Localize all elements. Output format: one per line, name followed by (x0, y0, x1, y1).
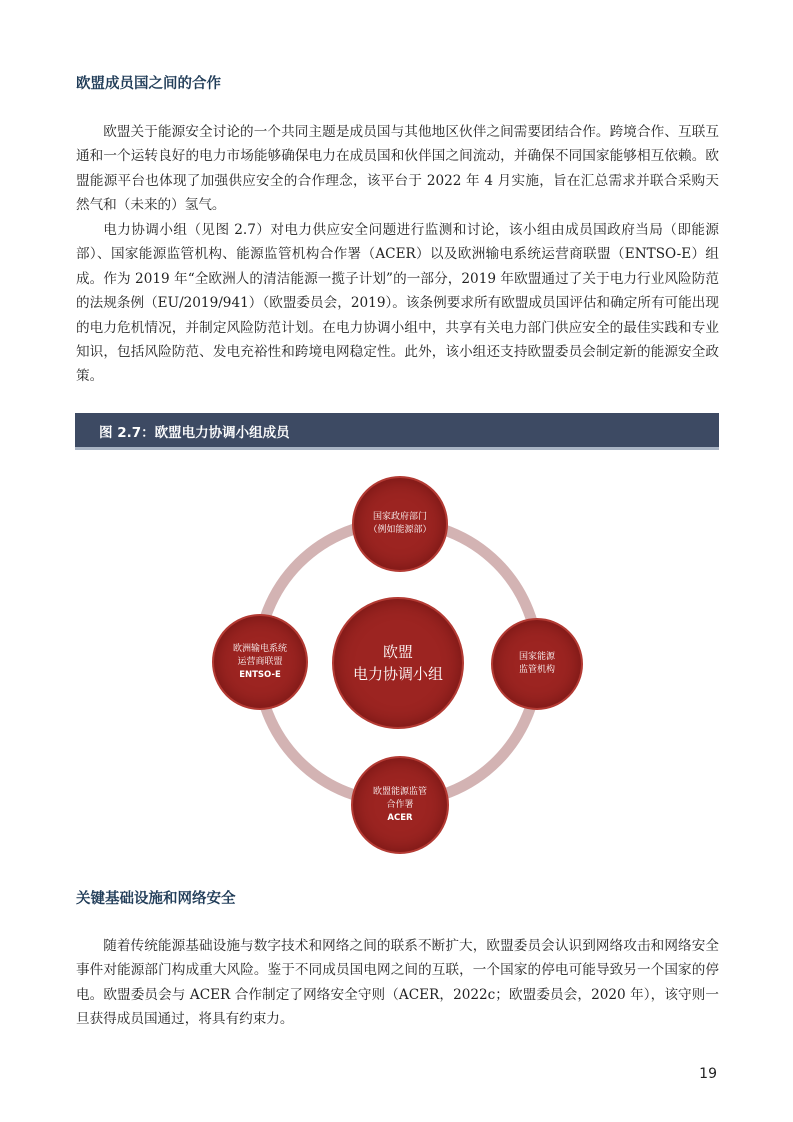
node-top-line2: （例如能源部） (368, 525, 432, 535)
paragraph-cybersecurity-1: 随着传统能源基础设施与数字技术和网络之间的联系不断扩大，欧盟委员会认识到网络攻击和网络安全事件对能源部门构成重大风险。鉴于不同成员国电网之间的互联，一个国家的停电可能导致另一个国家的停电。欧盟委员会与 ACER 合作制定了网络安全守则（ACER，2022c；欧盟委员会，2020 年），该守则一旦获得成员国通过，将具有约束力。 (76, 938, 719, 1028)
node-top-line1: 国家政府部门 (372, 512, 427, 522)
center-node-electricity-coordination-group (332, 597, 464, 729)
node-acer (351, 756, 449, 854)
node-bottom-line2: 合作署 (386, 799, 414, 810)
section-heading-cybersecurity: 关键基础设施和网络安全 (76, 891, 236, 907)
section-heading-cooperation: 欧盟成员国之间的合作 (76, 76, 221, 92)
page-number: 19 (699, 1066, 717, 1082)
center-node-line1: 欧盟 (382, 643, 413, 661)
node-right-line2: 监管机构 (518, 665, 555, 675)
figure-title: 图 2.7：欧盟电力协调小组成员 (99, 425, 290, 441)
node-left-line2: 运营商联盟 (237, 656, 283, 667)
node-national-regulators (491, 618, 583, 710)
center-node-line2: 电力协调小组 (352, 665, 443, 683)
node-left-line1: 欧洲输电系统 (232, 643, 287, 654)
node-left-line3: ENTSO-E (239, 669, 281, 680)
node-national-government (352, 476, 448, 572)
node-entso-e (212, 614, 308, 710)
paragraph-cooperation-2: 电力协调小组（见图 2.7）对电力供应安全问题进行监测和讨论，该小组由成员国政府当局（即能源部）、国家能源监管机构、能源监管机构合作署（ACER）以及欧洲输电系统运营商联盟（ENTSO-E）组成。作为 2019 年“全欧洲人的清洁能源一揽子计划”的一部分，2019 年欧盟通过了关于电力行业风险防范的法规条例（EU/2019/941）（欧盟委员会，2019）。该条例要求所有欧盟成员国评估和确定所有可能出现的电力危机情况，并制定风险防范计划。在电力协调小组中，共享有关电力部门供应安全的最佳实践和专业知识，包括风险防范、发电充裕性和跨境电网稳定性。此外，该小组还支持欧盟委员会制定新的能源安全政策。 (76, 222, 719, 385)
node-bottom-line3: ACER (387, 812, 413, 823)
node-bottom-line1: 欧盟能源监管 (372, 786, 427, 797)
paragraph-cooperation-1: 欧盟关于能源安全讨论的一个共同主题是成员国与其他地区伙伴之间需要团结合作。跨境合作、互联互通和一个运转良好的电力市场能够确保电力在成员国和伙伴国之间流动，并确保不同国家能够相互依赖。欧盟能源平台也体现了加强供应安全的合作理念，该平台于 2022 年 4 月实施，旨在汇总需求并联合采购天然气和（未来的）氢气。 (76, 124, 719, 214)
node-right-line1: 国家能源 (518, 652, 555, 662)
